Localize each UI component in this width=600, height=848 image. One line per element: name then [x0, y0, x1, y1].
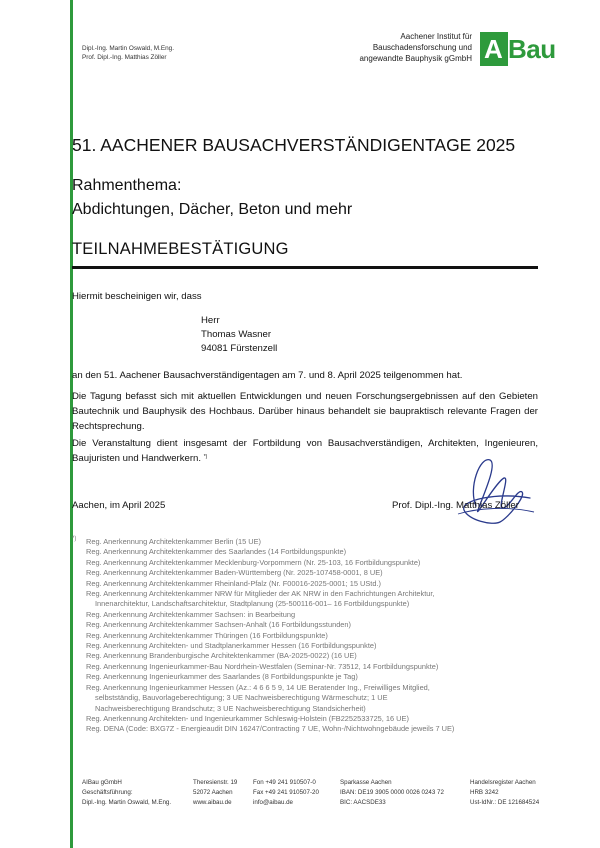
footer-street: Theresienstr. 19: [193, 779, 238, 786]
footnote-item: Reg. Anerkennung Brandenburgische Architektenkammer (BA-2025-0022) (16 UE): [86, 651, 357, 661]
director-1: Dipl.-Ing. Martin Oswald, M.Eng.: [82, 45, 174, 52]
footnote-item: Reg. DENA (Code: BXG7Z - Energieaudit DIN 16247/Contracting 7 UE, Wohn-/Nichtwohngebäude jeweils 7 UE): [86, 724, 455, 734]
footer-iban: IBAN: DE19 3905 0000 0026 0243 72: [340, 789, 444, 796]
footer-vat-id: Ust-IdNr.: DE 121684524: [470, 799, 540, 806]
recipient-address: [201, 314, 277, 356]
footnote-item: Reg. Anerkennung Architektenkammer Sachsen-Anhalt (16 Fortbildungsstunden): [86, 620, 351, 630]
logo-bau: Bau: [508, 34, 556, 64]
footer-bic: BIC: AACSDE33: [340, 799, 386, 806]
footnote-item: Reg. Anerkennung Ingenieurkammer Hessen (Az.: 4 6 6 5 9, 14 UE Beratender Ing., Freiwilliges Mitglied,: [86, 682, 430, 692]
footer-contact: [253, 778, 319, 808]
footnote-item-continued: selbstständig, Bauvorlageberechtigung; 3 UE Nachweisberechtigung Wärmeschutz; 1 UE: [95, 693, 388, 703]
footer-bank: [340, 778, 444, 808]
institute-line-3: angewandte Bauphysik gGmbH: [359, 54, 472, 63]
footer-address: [193, 778, 237, 808]
footnote-item: Reg. Anerkennung Architektenkammer NRW für Mitglieder der AK NRW in den Fachrichtungen Architektur,: [86, 589, 435, 599]
training-text: Die Veranstaltung dient insgesamt der Fortbildung von Bausachverständigen, Architekten, Ingenieuren, Baujuristen und Handwerkern.: [72, 438, 538, 464]
footnote-reference: *): [203, 454, 208, 460]
footer-email: info@aibau.de: [253, 799, 293, 806]
recipient-salutation: Herr: [201, 315, 220, 326]
footnote-item: Reg. Anerkennung Architektenkammer Mecklenburg-Vorpommern (Nr. 25-103, 16 Fortbildungspunkte): [86, 557, 421, 567]
footnote-item-continued: Innenarchitektur, Landschaftsarchitektur, Stadtplanung (25-500116-001– 16 Fortbildungspunkte): [95, 599, 410, 609]
footnote-item: Reg. Anerkennung Architektenkammer Sachsen: in Bearbeitung: [86, 609, 296, 619]
attendance-text: an den 51. Aachener Bausachverständigentagen am 7. und 8. April 2025 teilgenommen hat.: [72, 370, 463, 381]
topic-paragraph: Die Tagung befasst sich mit aktuellen Entwicklungen und neuen Forschungsergebnissen auf den Gebieten Bautechnik und Bauphysik des Hochbaus. Darüber hinaus behandelt sie baupraktisch relevante Fragen der Rechtsprechung.: [72, 391, 538, 432]
footer-website: www.aibau.de: [193, 799, 232, 806]
footnote-item: Reg. Anerkennung Architektenkammer des Saarlandes (14 Fortbildungspunkte): [86, 547, 347, 557]
director-2: Prof. Dipl.-Ing. Matthias Zöller: [82, 54, 167, 61]
title-rule: [72, 266, 538, 269]
footnote-item: Reg. Anerkennung Architektenkammer Baden-Württemberg (Nr. 2025-107458-0001, 8 UE): [86, 568, 383, 578]
footnote-item-continued: Nachweisberechtigung Brandschutz; 3 UE Nachweisberechtigung Standsicherheit): [95, 703, 366, 713]
footer-company: [82, 778, 171, 808]
logo-a: A: [484, 34, 503, 64]
footer-hrb: HRB 3242: [470, 789, 499, 796]
footnote-item: Reg. Anerkennung Ingenieurkammer des Saarlandes (8 Fortbildungspunkte je Tag): [86, 672, 358, 682]
place-date: Aachen, im April 2025: [72, 500, 166, 511]
footer-phone: Fon +49 241 910507-0: [253, 779, 316, 786]
footer-bank-name: Sparkasse Aachen: [340, 779, 392, 786]
footer-register-court: Handelsregister Aachen: [470, 779, 536, 786]
footer-company-name: AIBau gGmbH: [82, 779, 122, 786]
footer-register: [470, 778, 539, 808]
footnote-item: Reg. Anerkennung Architektenkammer Rheinland-Pfalz (Nr. F00016-2025-0001; 15 UStd.): [86, 578, 381, 588]
aibau-logo: [480, 32, 556, 66]
signer-name: Prof. Dipl.-Ing. Matthias Zöller: [392, 500, 519, 511]
theme-block: [72, 174, 352, 222]
footnote-item: Reg. Anerkennung Ingenieurkammer-Bau Nordrhein-Westfalen (Seminar-Nr. 73512, 14 Fortbildungspunkte): [86, 661, 439, 671]
recipient-name: Thomas Wasner: [201, 329, 272, 340]
footnote-item: Reg. Anerkennung Architektenkammer Berlin (15 UE): [86, 537, 261, 546]
footnote-item: Reg. Anerkennung Architekten- und Stadtplanerkammer Hessen (16 Fortbildungspunkte): [86, 641, 377, 651]
footnote-item: Reg. Anerkennung Architekten- und Ingenieurkammer Schleswig-Holstein (FB2252533725, 16 UE): [86, 713, 409, 723]
intro-text: Hiermit bescheinigen wir, dass: [72, 291, 202, 302]
footnote-item: Reg. Anerkennung Architektenkammer Thüringen (16 Fortbildungspunkte): [86, 630, 328, 640]
signature: [438, 448, 538, 528]
event-title: 51. AACHENER BAUSACHVERSTÄNDIGENTAGE 2025: [72, 135, 516, 155]
theme-text: Abdichtungen, Dächer, Beton und mehr: [72, 201, 353, 218]
institute-line-1: Aachener Institut für: [400, 32, 472, 41]
footer-city: 52072 Aachen: [193, 789, 233, 796]
footer-fax: Fax +49 241 910507-20: [253, 789, 319, 796]
footnote-list: [86, 537, 538, 735]
footnote-marker: *): [72, 536, 77, 542]
header-directors: [82, 44, 174, 62]
theme-label: Rahmenthema:: [72, 177, 182, 194]
recipient-city: 94081 Fürstenzell: [201, 343, 278, 354]
document-type: TEILNAHMEBESTÄTIGUNG: [72, 240, 289, 258]
footer-management-label: Geschäftsführung:: [82, 789, 133, 796]
footer-manager: Dipl.-Ing. Martin Oswald, M.Eng.: [82, 799, 172, 806]
institute-name: [356, 31, 472, 64]
institute-line-2: Bauschadensforschung und: [372, 43, 472, 52]
